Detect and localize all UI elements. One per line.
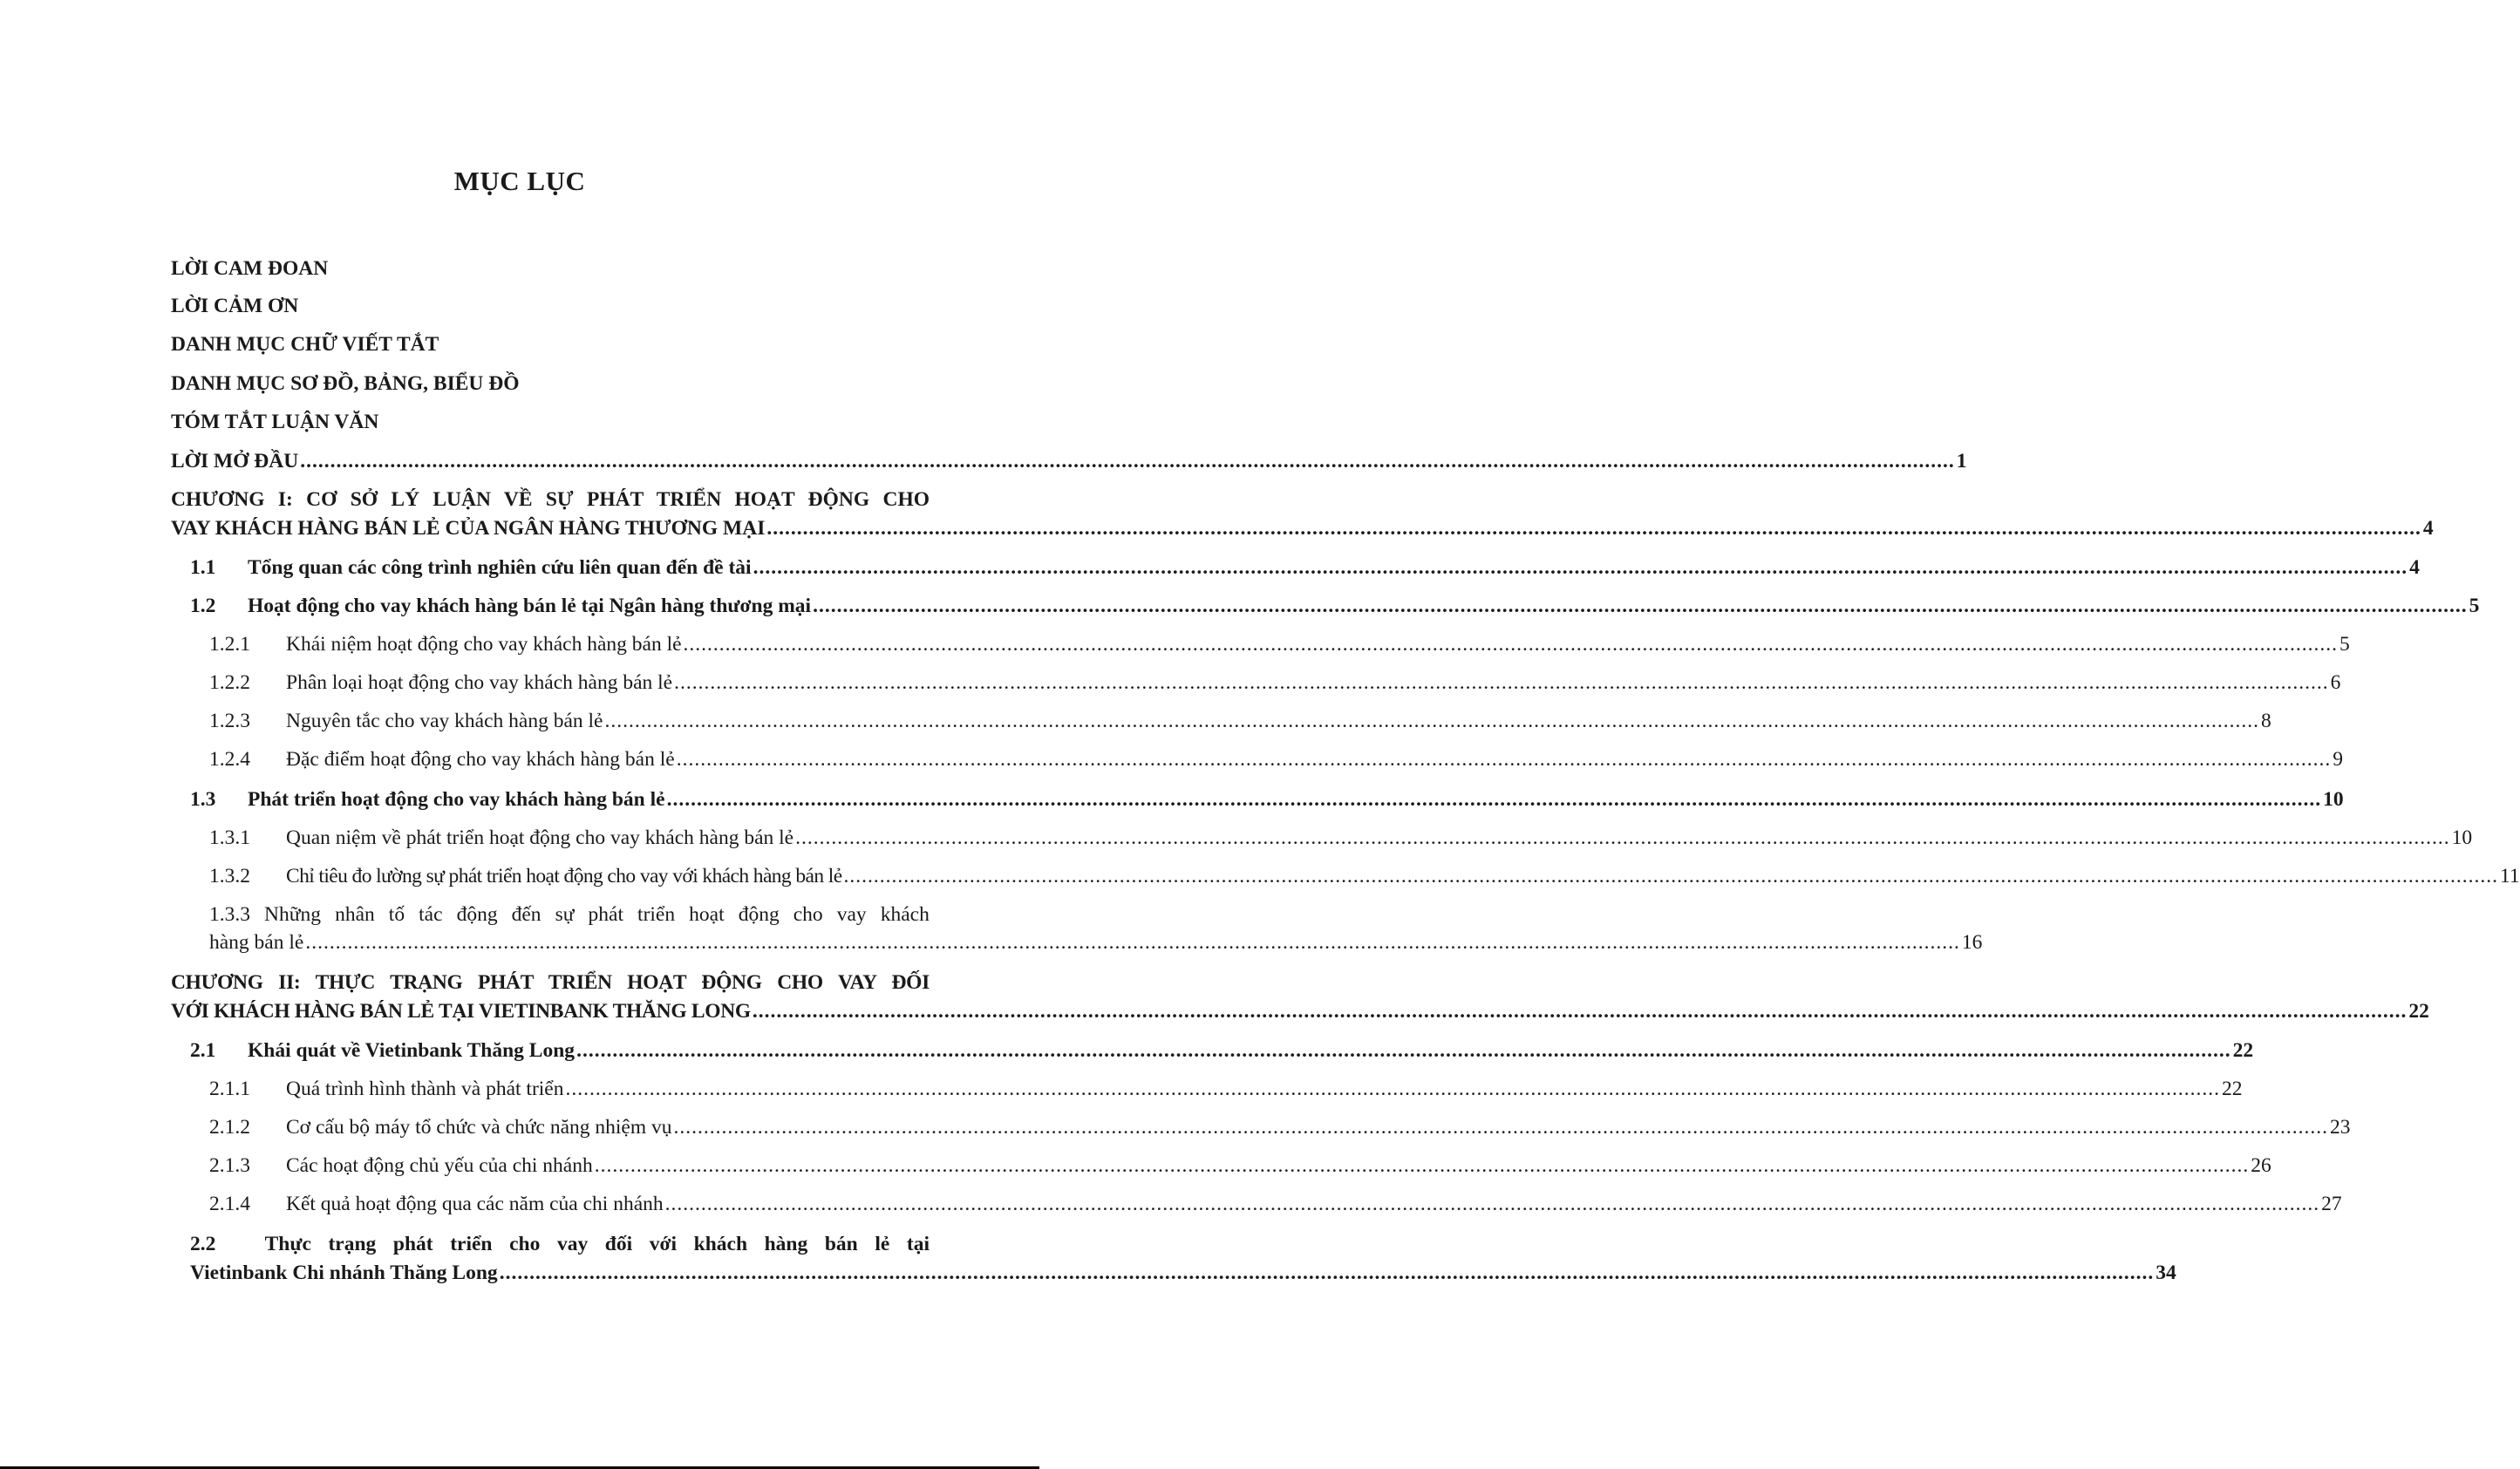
toc-page-number: 5 — [2469, 595, 2480, 617]
toc-word: khách — [880, 903, 930, 926]
toc-word: tại — [906, 1233, 930, 1255]
toc-word: với — [649, 1233, 678, 1255]
toc-leader-dots — [674, 1113, 2329, 1141]
toc-entry-2-1[interactable] — [190, 1037, 2254, 1064]
toc-word: triển — [450, 1233, 493, 1255]
toc-page-number: 11 — [2500, 865, 2520, 888]
toc-word: hoạt — [689, 903, 725, 926]
toc-leader-dots — [576, 1037, 2231, 1064]
toc-page-number: 22 — [2408, 1000, 2429, 1023]
toc-section-number: 1.2.1 — [209, 633, 250, 656]
toc-leader-dots — [665, 1190, 2320, 1218]
toc-word: khách — [693, 1233, 748, 1255]
toc-page-number: 16 — [1961, 931, 1983, 954]
toc-page-number: 8 — [2260, 710, 2271, 732]
toc-word: động — [456, 903, 498, 926]
toc-word: đến — [511, 903, 541, 926]
toc-page-number: 10 — [2451, 826, 2473, 849]
toc-leader-dots — [300, 447, 1955, 475]
toc-leader-dots — [684, 630, 2339, 658]
toc-word: Thực — [264, 1233, 311, 1255]
toc-entry-intro[interactable] — [171, 447, 1967, 475]
toc-leader-dots — [753, 554, 2408, 581]
toc-entry-2-1-4[interactable] — [209, 1190, 2342, 1218]
toc-leader-dots — [595, 1152, 2250, 1180]
toc-front-matter-item[interactable]: DANH MỤC SƠ ĐỒ, BẢNG, BIỂU ĐỒ — [171, 372, 520, 395]
toc-entry-1-2-1[interactable] — [209, 630, 2350, 658]
toc-word: bán — [824, 1233, 858, 1255]
toc-page-number: 6 — [2330, 671, 2341, 694]
toc-entry-1-3-3-line-2[interactable] — [209, 928, 1983, 956]
toc-entry-text: Khái quát về Vietinbank Thăng Long — [248, 1039, 576, 1062]
toc-entry-text: Cơ cấu bộ máy tổ chức và chức năng nhiệm vụ — [286, 1116, 672, 1139]
toc-entry-text: Phân loại hoạt động cho vay khách hàng bán lẻ — [286, 671, 673, 694]
toc-entry-text: LỜI MỞ ĐẦU — [171, 450, 299, 473]
toc-leader-dots — [500, 1259, 2155, 1287]
toc-section-number: 1.2 — [190, 595, 216, 617]
toc-section-number: 1.2.3 — [209, 710, 250, 732]
toc-entry-text: hàng bán lẻ — [209, 931, 304, 954]
toc-word: triển — [637, 903, 676, 926]
toc-word: đối — [604, 1233, 633, 1255]
toc-page-number: 5 — [2340, 633, 2350, 656]
toc-leader-dots — [667, 786, 2322, 813]
toc-entry-1-3-1[interactable] — [209, 824, 2473, 852]
toc-word: sự — [555, 903, 575, 926]
toc-word: nhân — [335, 903, 375, 926]
toc-entry-2-1-1[interactable] — [209, 1075, 2243, 1103]
page-title: MỤC LỤC — [453, 166, 586, 196]
toc-page-number: 4 — [2409, 556, 2420, 579]
toc-section-number: 1.1 — [190, 556, 216, 579]
toc-leader-dots — [813, 592, 2468, 620]
toc-page-number: 23 — [2330, 1116, 2351, 1139]
toc-word: vay — [556, 1233, 589, 1255]
toc-page-number: 27 — [2321, 1193, 2342, 1215]
toc-chapter-2-line-1[interactable] — [171, 969, 930, 996]
toc-page-number: 22 — [2232, 1039, 2254, 1062]
toc-word: Những — [264, 903, 322, 926]
toc-leader-dots — [305, 928, 1960, 956]
toc-entry-1-3-3-line-1[interactable] — [209, 901, 930, 928]
toc-entry-2-2-line-2[interactable] — [190, 1259, 2176, 1287]
toc-entry-text: Kết quả hoạt động qua các năm của chi nhánh — [286, 1193, 664, 1215]
toc-section-number: 2.1.4 — [209, 1193, 250, 1215]
toc-word: vay — [836, 903, 867, 926]
toc-entry-text: Đặc điểm hoạt động cho vay khách hàng bán lẻ — [286, 748, 675, 771]
toc-entry-text: Chỉ tiêu đo lường sự phát triển hoạt động cho vay với khách hàng bán lẻ — [286, 865, 842, 888]
toc-entry-text: Vietinbank Chi nhánh Thăng Long — [190, 1262, 498, 1284]
toc-chapter-2-line-2[interactable] — [171, 997, 2429, 1025]
toc-leader-dots — [674, 669, 2329, 697]
toc-entry-text: Quá trình hình thành và phát triển — [286, 1078, 564, 1100]
toc-entry-text: Tổng quan các công trình nghiên cứu liên quan đến đề tài — [248, 556, 752, 579]
toc-entry-2-2-line-1[interactable] — [190, 1230, 930, 1258]
toc-front-matter-item[interactable]: TÓM TẮT LUẬN VĂN — [171, 411, 379, 433]
toc-leader-dots — [753, 997, 2408, 1025]
toc-entry-2-1-2[interactable] — [209, 1113, 2351, 1141]
toc-leader-dots — [565, 1075, 2220, 1103]
toc-word: hàng — [764, 1233, 808, 1255]
toc-leader-dots — [795, 824, 2450, 852]
toc-section-number: 1.3.2 — [209, 865, 250, 888]
toc-section-number: 1.3.1 — [209, 826, 250, 849]
toc-leader-dots — [677, 745, 2332, 773]
toc-entry-1-1[interactable] — [190, 554, 2420, 581]
toc-word: cho — [793, 903, 823, 926]
toc-entry-text: Quan niệm về phát triển hoạt động cho vay khách hàng bán lẻ — [286, 826, 794, 849]
toc-chapter-1-line-2[interactable] — [171, 514, 2434, 542]
toc-page-number: 4 — [2422, 517, 2434, 540]
toc-chapter-text: VỚI KHÁCH HÀNG BÁN LẺ TẠI VIETINBANK THĂNG LONG — [171, 1000, 751, 1023]
toc-word: tố — [388, 903, 405, 926]
toc-page-number: 26 — [2251, 1154, 2271, 1177]
toc-section-number: 2.1.1 — [209, 1078, 250, 1100]
toc-entry-1-3-2[interactable] — [209, 862, 2520, 890]
toc-entry-1-2[interactable] — [190, 592, 2480, 620]
toc-entry-1-2-4[interactable] — [209, 745, 2343, 773]
toc-word: động — [738, 903, 780, 926]
toc-word: phát — [588, 903, 623, 926]
toc-entry-text: Phát triển hoạt động cho vay khách hàng bán lẻ — [248, 788, 665, 811]
toc-chapter-text: CHƯƠNG I: CƠ SỞ LÝ LUẬN VỀ SỰ PHÁT TRIỂN HOẠT ĐỘNG CHO — [171, 488, 930, 511]
toc-front-matter-item[interactable]: DANH MỤC CHỮ VIẾT TẮT — [171, 333, 439, 356]
toc-word: tác — [419, 903, 443, 926]
toc-word: trạng — [328, 1233, 377, 1255]
toc-section-number: 2.1.2 — [209, 1116, 250, 1139]
toc-page-number: 34 — [2156, 1262, 2176, 1284]
toc-entry-2-1-3[interactable] — [209, 1152, 2271, 1180]
toc-entry-1-2-3[interactable] — [209, 707, 2271, 735]
toc-entry-1-2-2[interactable] — [209, 669, 2341, 697]
toc-chapter-text: CHƯƠNG II: THỰC TRẠNG PHÁT TRIỂN HOẠT ĐỘNG CHO VAY ĐỐI — [171, 971, 930, 994]
toc-section-number: 2.1 — [190, 1039, 216, 1062]
toc-chapter-1-line-1[interactable] — [171, 486, 930, 513]
toc-entry-text: Khái niệm hoạt động cho vay khách hàng bán lẻ — [286, 633, 682, 656]
toc-page-number: 9 — [2333, 748, 2343, 771]
toc-word: cho — [509, 1233, 541, 1255]
toc-front-matter-item[interactable]: LỜI CAM ĐOAN — [171, 257, 329, 280]
toc-entry-text: Hoạt động cho vay khách hàng bán lẻ tại Ngân hàng thương mại — [248, 595, 812, 617]
toc-word: phát — [392, 1233, 433, 1255]
toc-chapter-text: VAY KHÁCH HÀNG BÁN LẺ CỦA NGÂN HÀNG THƯƠNG MẠI — [171, 517, 766, 540]
toc-front-matter-item[interactable]: LỜI CẢM ƠN — [171, 295, 299, 317]
toc-page-number: 1 — [1956, 450, 1967, 473]
toc-leader-dots — [844, 862, 2499, 890]
toc-word: lẻ — [875, 1233, 890, 1255]
toc-section-number: 1.3.3 — [209, 903, 250, 926]
toc-entry-text: Nguyên tắc cho vay khách hàng bán lẻ — [286, 710, 603, 732]
toc-page-number: 10 — [2323, 788, 2344, 811]
toc-section-number: 1.2.4 — [209, 748, 250, 771]
toc-section-number: 1.3 — [190, 788, 216, 811]
toc-page-number: 22 — [2221, 1078, 2243, 1100]
toc-entry-text: Các hoạt động chủ yếu của chi nhánh — [286, 1154, 593, 1177]
toc-entry-1-3[interactable] — [190, 786, 2344, 813]
toc-section-number: 1.2.2 — [209, 671, 250, 694]
toc-section-number: 2.1.3 — [209, 1154, 250, 1177]
toc-leader-dots — [766, 514, 2421, 542]
toc-section-number: 2.2 — [190, 1233, 216, 1255]
toc-leader-dots — [604, 707, 2259, 735]
